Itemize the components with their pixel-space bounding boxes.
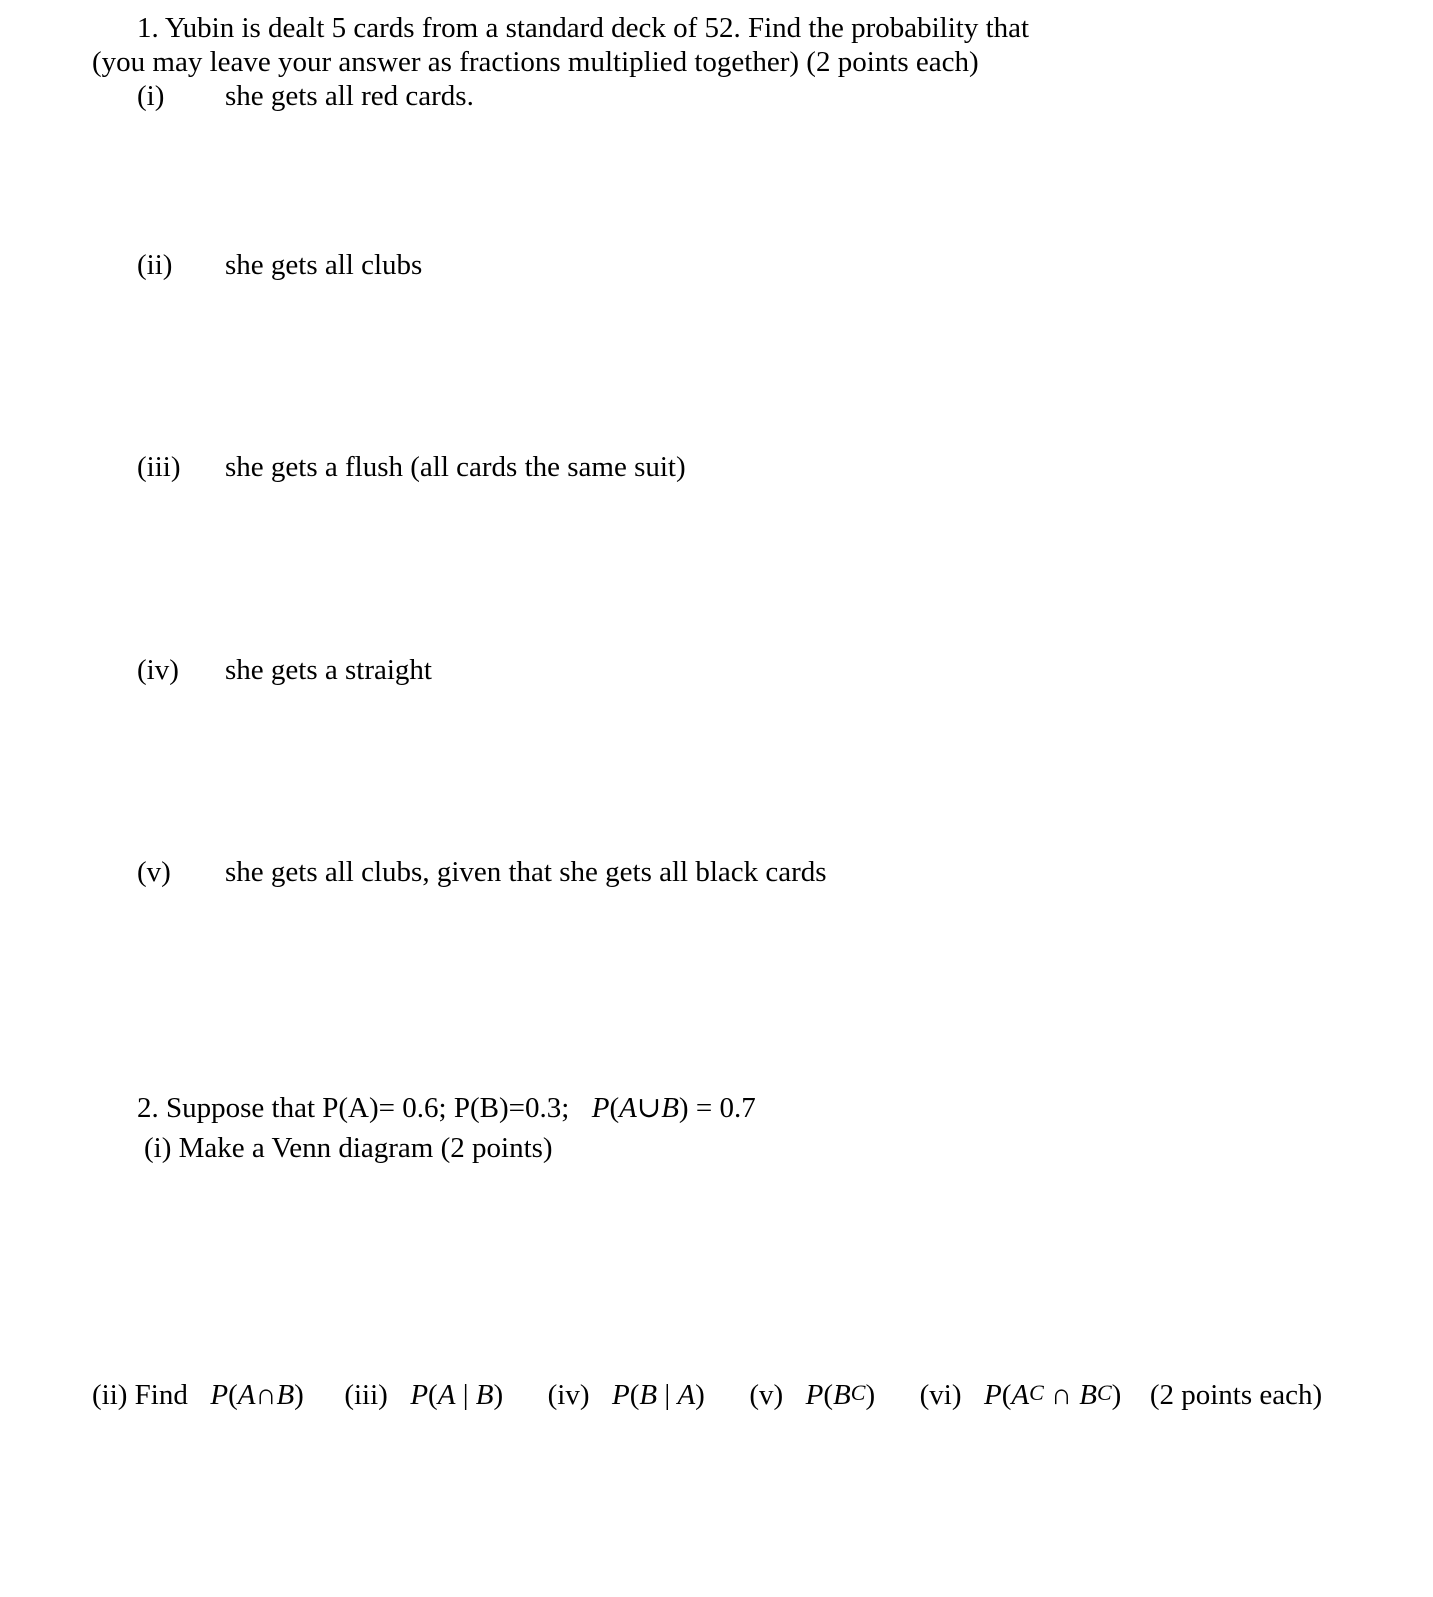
q2-line2: (i) Make a Venn diagram (2 points) — [144, 1132, 553, 1164]
q2-iv-expression: P(B | A) — [612, 1379, 705, 1411]
q1-part-ii-number: (ii) — [137, 249, 173, 281]
q2-ii-expression: P(A∩B) — [210, 1379, 304, 1411]
q2-iii-label: (iii) — [344, 1379, 388, 1411]
q2-given-text: 2. Suppose that P(A)= 0.6; P(B)=0.3; — [137, 1092, 570, 1124]
q2-vi-label: (vi) — [919, 1379, 962, 1411]
q2-v-label: (v) — [749, 1379, 784, 1411]
q2-iv-label: (iv) — [547, 1379, 590, 1411]
q1-part-i-number: (i) — [137, 80, 165, 112]
q1-part-v-number: (v) — [137, 856, 171, 888]
q2-v-expression: $P(B^C)$ — [805, 1379, 876, 1411]
q1-part-iii-text: she gets a flush (all cards the same suit) — [225, 451, 686, 483]
q1-part-iv-number: (iv) — [137, 654, 179, 686]
q2-line3 — [92, 1381, 1322, 1410]
q1-line1: 1. Yubin is dealt 5 cards from a standard deck of 52. Find the probability that — [137, 12, 1030, 44]
q2-iii-expression: P(A | B) — [410, 1379, 504, 1411]
q2-union-expression: P(A∪B) = 0.7 — [591, 1092, 756, 1124]
q1-part-v-text: she gets all clubs, given that she gets all black cards — [225, 856, 827, 888]
q1-part-ii-text: she gets all clubs — [225, 249, 423, 281]
q2-vi-expression: $P(A^C$ ∩ $B^C$) — [984, 1379, 1122, 1411]
q1-line2: (you may leave your answer as fractions multiplied together) (2 points each) — [92, 46, 979, 78]
q2-ii-label: (ii) Find — [92, 1379, 188, 1411]
q2-points-note: (2 points each) — [1149, 1379, 1323, 1411]
q1-part-iv-text: she gets a straight — [225, 654, 432, 686]
q1-part-i-text: she gets all red cards. — [225, 80, 474, 112]
q2-line1 — [137, 1094, 756, 1123]
q1-part-iii-number: (iii) — [137, 451, 181, 483]
